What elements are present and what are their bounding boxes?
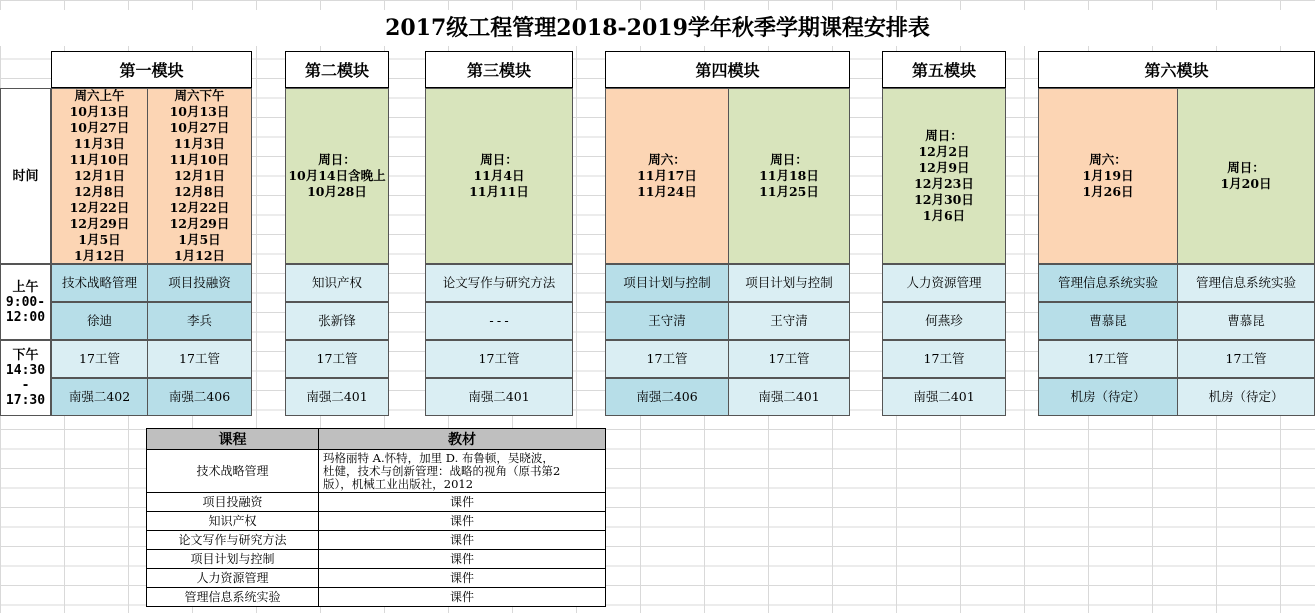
class-cell-col9: 17工管 [1177,340,1315,378]
date-line: 10月27日 [69,120,130,135]
date-line: 10月13日 [69,104,130,119]
class-cell-col2: 17工管 [147,340,252,378]
date-line: 12月29日 [169,216,230,231]
table-row [147,512,606,531]
afternoon-time-end: 17:30 [5,393,46,408]
textbook-book-cell: 课件 [319,588,606,607]
teacher-cell-col7: 何燕珍 [882,302,1006,340]
date-line: 1月6日 [922,208,966,223]
course-cell-col2: 项目投融资 [147,264,252,302]
date-line: 周日： [318,152,356,167]
time-label: 时间 [0,88,51,264]
teacher-cell-col3: 张新锋 [285,302,389,340]
date-line: 11月3日 [173,136,226,151]
module-header-2: 第二模块 [285,51,389,89]
table-row [147,569,606,588]
morning-time-start: 9:00- [5,294,46,310]
teacher-cell-col2: 李兵 [147,302,252,340]
date-cell-col6 [728,88,850,264]
date-line: 1月26日 [1082,184,1134,199]
date-line: 周六： [648,152,686,167]
module-header-3: 第三模块 [425,51,573,89]
room-cell-col4: 南强二401 [425,378,573,416]
afternoon-label-line: 下午 [12,348,39,363]
book-line: 版），机械工业出版社，2012 [323,476,474,491]
date-cell-col3 [285,88,389,264]
book-line: 杜健，技术与创新管理：战略的视角（原书第2 [323,463,561,478]
date-line: 周日： [925,128,963,143]
date-line: 12月9日 [918,160,970,175]
date-line: 11月3日 [73,136,126,151]
date-line: 1月5日 [78,232,121,247]
room-cell-col8: 机房（待定） [1038,378,1178,416]
class-cell-col6: 17工管 [728,340,850,378]
textbook-book-cell: 课件 [319,493,606,512]
table-row [147,588,606,607]
module-header-6: 第六模块 [1038,51,1315,89]
date-line: 10月28日 [307,184,367,199]
morning-time-end: 12:00 [5,309,46,325]
table-row [147,550,606,569]
date-line: 12月8日 [73,184,126,199]
class-cell-col7: 17工管 [882,340,1006,378]
room-cell-col6: 南强二401 [728,378,850,416]
textbook-book-cell [319,450,606,493]
date-line: 11月24日 [637,184,697,199]
date-line: 12月23日 [914,176,974,191]
course-cell-col8: 管理信息系统实验 [1038,264,1178,302]
class-cell-col3: 17工管 [285,340,389,378]
date-line: 12月22日 [69,200,130,215]
date-line: 11月17日 [637,168,697,183]
date-line: 周六： [1089,152,1127,167]
course-cell-col6: 项目计划与控制 [728,264,850,302]
date-line: 12月2日 [918,144,970,159]
module-header-4: 第四模块 [605,51,850,89]
date-line: 周六下午 [174,88,225,103]
room-cell-col1: 南强二402 [51,378,148,416]
morning-label [0,264,51,340]
date-line: 10月13日 [169,104,230,119]
room-cell-col3: 南强二401 [285,378,389,416]
afternoon-time-dash: - [21,378,30,393]
textbook-course-cell: 技术战略管理 [147,450,319,493]
textbook-header-book: 教材 [319,429,606,450]
textbook-book-cell: 课件 [319,569,606,588]
module-header-5: 第五模块 [882,51,1006,89]
course-cell-col9: 管理信息系统实验 [1177,264,1315,302]
textbook-header-row [147,429,606,450]
teacher-cell-col6: 王守清 [728,302,850,340]
textbook-book-cell: 课件 [319,531,606,550]
textbook-course-cell: 论文写作与研究方法 [147,531,319,550]
date-cell-col5 [605,88,729,264]
teacher-cell-col8: 曹慕昆 [1038,302,1178,340]
teacher-cell-col4: --- [425,302,573,340]
teacher-cell-col9: 曹慕昆 [1177,302,1315,340]
date-line: 11月10日 [69,152,130,167]
date-line: 1月19日 [1082,168,1134,183]
date-line: 周日： [480,152,518,167]
table-row [147,450,606,493]
textbook-course-cell: 项目投融资 [147,493,319,512]
textbook-course-cell: 管理信息系统实验 [147,588,319,607]
room-cell-col7: 南强二401 [882,378,1006,416]
teacher-cell-col1: 徐迪 [51,302,148,340]
class-cell-col4: 17工管 [425,340,573,378]
date-line: 11月11日 [469,184,529,199]
course-cell-col3: 知识产权 [285,264,389,302]
textbook-course-cell: 人力资源管理 [147,569,319,588]
morning-label-line: 上午 [12,279,39,295]
date-line: 10月27日 [169,120,230,135]
course-cell-col1: 技术战略管理 [51,264,148,302]
page-title: 2017级工程管理2018-2019学年秋季学期课程安排表 [0,10,1315,46]
date-line: 11月18日 [759,168,819,183]
class-cell-col1: 17工管 [51,340,148,378]
table-row [147,531,606,550]
date-line: 11月25日 [759,184,819,199]
date-line: 周日： [770,152,808,167]
afternoon-time-start: 14:30 [5,363,46,378]
textbook-book-cell: 课件 [319,512,606,531]
date-cell-col9 [1177,88,1315,264]
book-line: 玛格丽特 A.怀特，加里 D. 布鲁顿，吴晓波， [323,450,554,465]
class-cell-col5: 17工管 [605,340,729,378]
date-cell-col8 [1038,88,1178,264]
class-cell-col8: 17工管 [1038,340,1178,378]
room-cell-col9: 机房（待定） [1177,378,1315,416]
textbook-course-cell: 知识产权 [147,512,319,531]
course-cell-col5: 项目计划与控制 [605,264,729,302]
date-cell-col4 [425,88,573,264]
afternoon-label [0,340,51,416]
teacher-cell-col5: 王守清 [605,302,729,340]
module-header-1: 第一模块 [51,51,252,89]
textbook-course-cell: 项目计划与控制 [147,550,319,569]
date-line: 11月10日 [169,152,230,167]
course-cell-col4: 论文写作与研究方法 [425,264,573,302]
table-row [147,493,606,512]
date-line: 12月8日 [173,184,226,199]
date-line: 12月1日 [173,168,226,183]
date-line: 12月29日 [69,216,130,231]
date-cell-col2 [147,88,252,264]
textbook-table [146,428,606,607]
date-cell-col7 [882,88,1006,264]
date-line: 11月4日 [473,168,525,183]
date-line: 周日： [1227,160,1265,175]
date-line: 1月20日 [1220,176,1272,191]
date-line: 12月22日 [169,200,230,215]
room-cell-col2: 南强二406 [147,378,252,416]
date-line: 1月12日 [173,248,226,263]
date-line: 12月30日 [914,192,974,207]
date-line: 1月5日 [178,232,221,247]
date-line: 12月1日 [73,168,126,183]
textbook-book-cell: 课件 [319,550,606,569]
course-cell-col7: 人力资源管理 [882,264,1006,302]
date-line: 10月14日含晚上 [288,168,386,183]
date-line: 1月12日 [73,248,126,263]
date-line: 周六上午 [74,88,125,103]
room-cell-col5: 南强二406 [605,378,729,416]
date-cell-col1 [51,88,148,264]
textbook-header-course: 课程 [147,429,319,450]
